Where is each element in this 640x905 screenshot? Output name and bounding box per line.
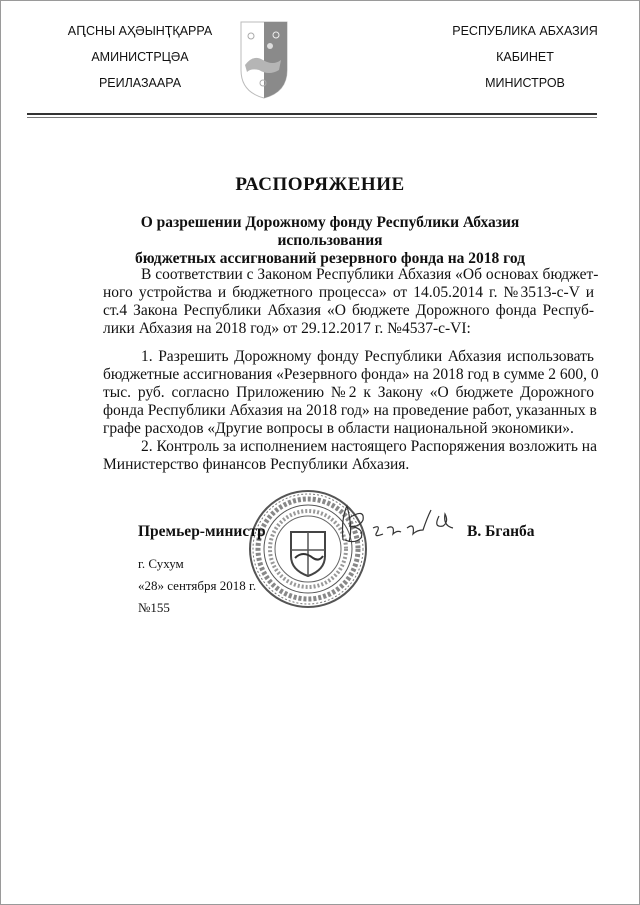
header-divider-thin xyxy=(27,117,597,118)
text-line: бюджетные ассигнования «Резервного фонда» на 2018 год в сумме 2 600, 0 xyxy=(103,366,599,383)
handwritten-signature xyxy=(335,498,465,548)
document-subtitle xyxy=(90,214,570,268)
header-right-line-3: МИНИСТРОВ xyxy=(485,76,565,90)
header-abkhaz xyxy=(40,18,240,96)
text-line: 1. Разрешить Дорожному фонду Республики Абхазия использовать xyxy=(141,348,594,365)
text-line: Министерство финансов Республики Абхазия. xyxy=(103,456,410,473)
text-line: 2. Контроль за исполнением настоящего Распоряжения возложить на xyxy=(141,438,597,455)
header-right-line-2: КАБИНЕТ xyxy=(496,50,554,64)
subtitle-line: О разрешении Дорожному фонду Республики Абхазия использования xyxy=(140,214,520,249)
document-number: №155 xyxy=(138,600,170,615)
header-left-line-1: АԤСНЫ АҲӘЫНҬҚАРРА xyxy=(67,24,213,38)
header-divider xyxy=(27,113,597,115)
subtitle-line: бюджетных ассигнований резервного фонда на 2018 год xyxy=(135,250,525,267)
city: г. Сухум xyxy=(138,556,184,571)
item-1-paragraph xyxy=(103,348,599,438)
item-2-paragraph xyxy=(103,438,597,474)
header-left-line-3: РЕИЛАЗААРА xyxy=(98,76,182,90)
text-line: тыс. руб. согласно Приложению №2 к Закону «О бюджете Дорожного xyxy=(103,384,594,401)
document-title: РАСПОРЯЖЕНИЕ xyxy=(235,174,405,195)
signatory-position: Премьер-министр xyxy=(138,523,266,540)
header-russian xyxy=(425,18,625,96)
text-line: В соответствии с Законом Республики Абхазия «Об основах бюджет- xyxy=(141,266,599,283)
text-line: фонда Республики Абхазия на 2018 год» на проведение работ, указанных в xyxy=(103,402,597,419)
header-left-line-2: АМИНИСТРЦӘА xyxy=(91,50,189,64)
header-right-line-1: РЕСПУБЛИКА АБХАЗИЯ xyxy=(452,24,598,38)
signatory-name: В. Бганба xyxy=(467,523,535,540)
text-line: ного устройства и бюджетного процесса» от 14.05.2014 г. №3513-с-V и xyxy=(103,284,594,301)
coat-of-arms-icon xyxy=(239,20,289,100)
preamble-paragraph xyxy=(103,266,599,338)
document-date: «28» сентября 2018 г. xyxy=(138,578,257,593)
text-line: графе расходов «Другие вопросы в области национальной экономики». xyxy=(103,420,574,437)
text-line: лики Абхазия на 2018 год» от 29.12.2017 г. №4537-с-VI: xyxy=(103,320,471,337)
text-line: ст.4 Закона Республики Абхазия «О бюджете Дорожного фонда Респуб- xyxy=(103,302,594,319)
